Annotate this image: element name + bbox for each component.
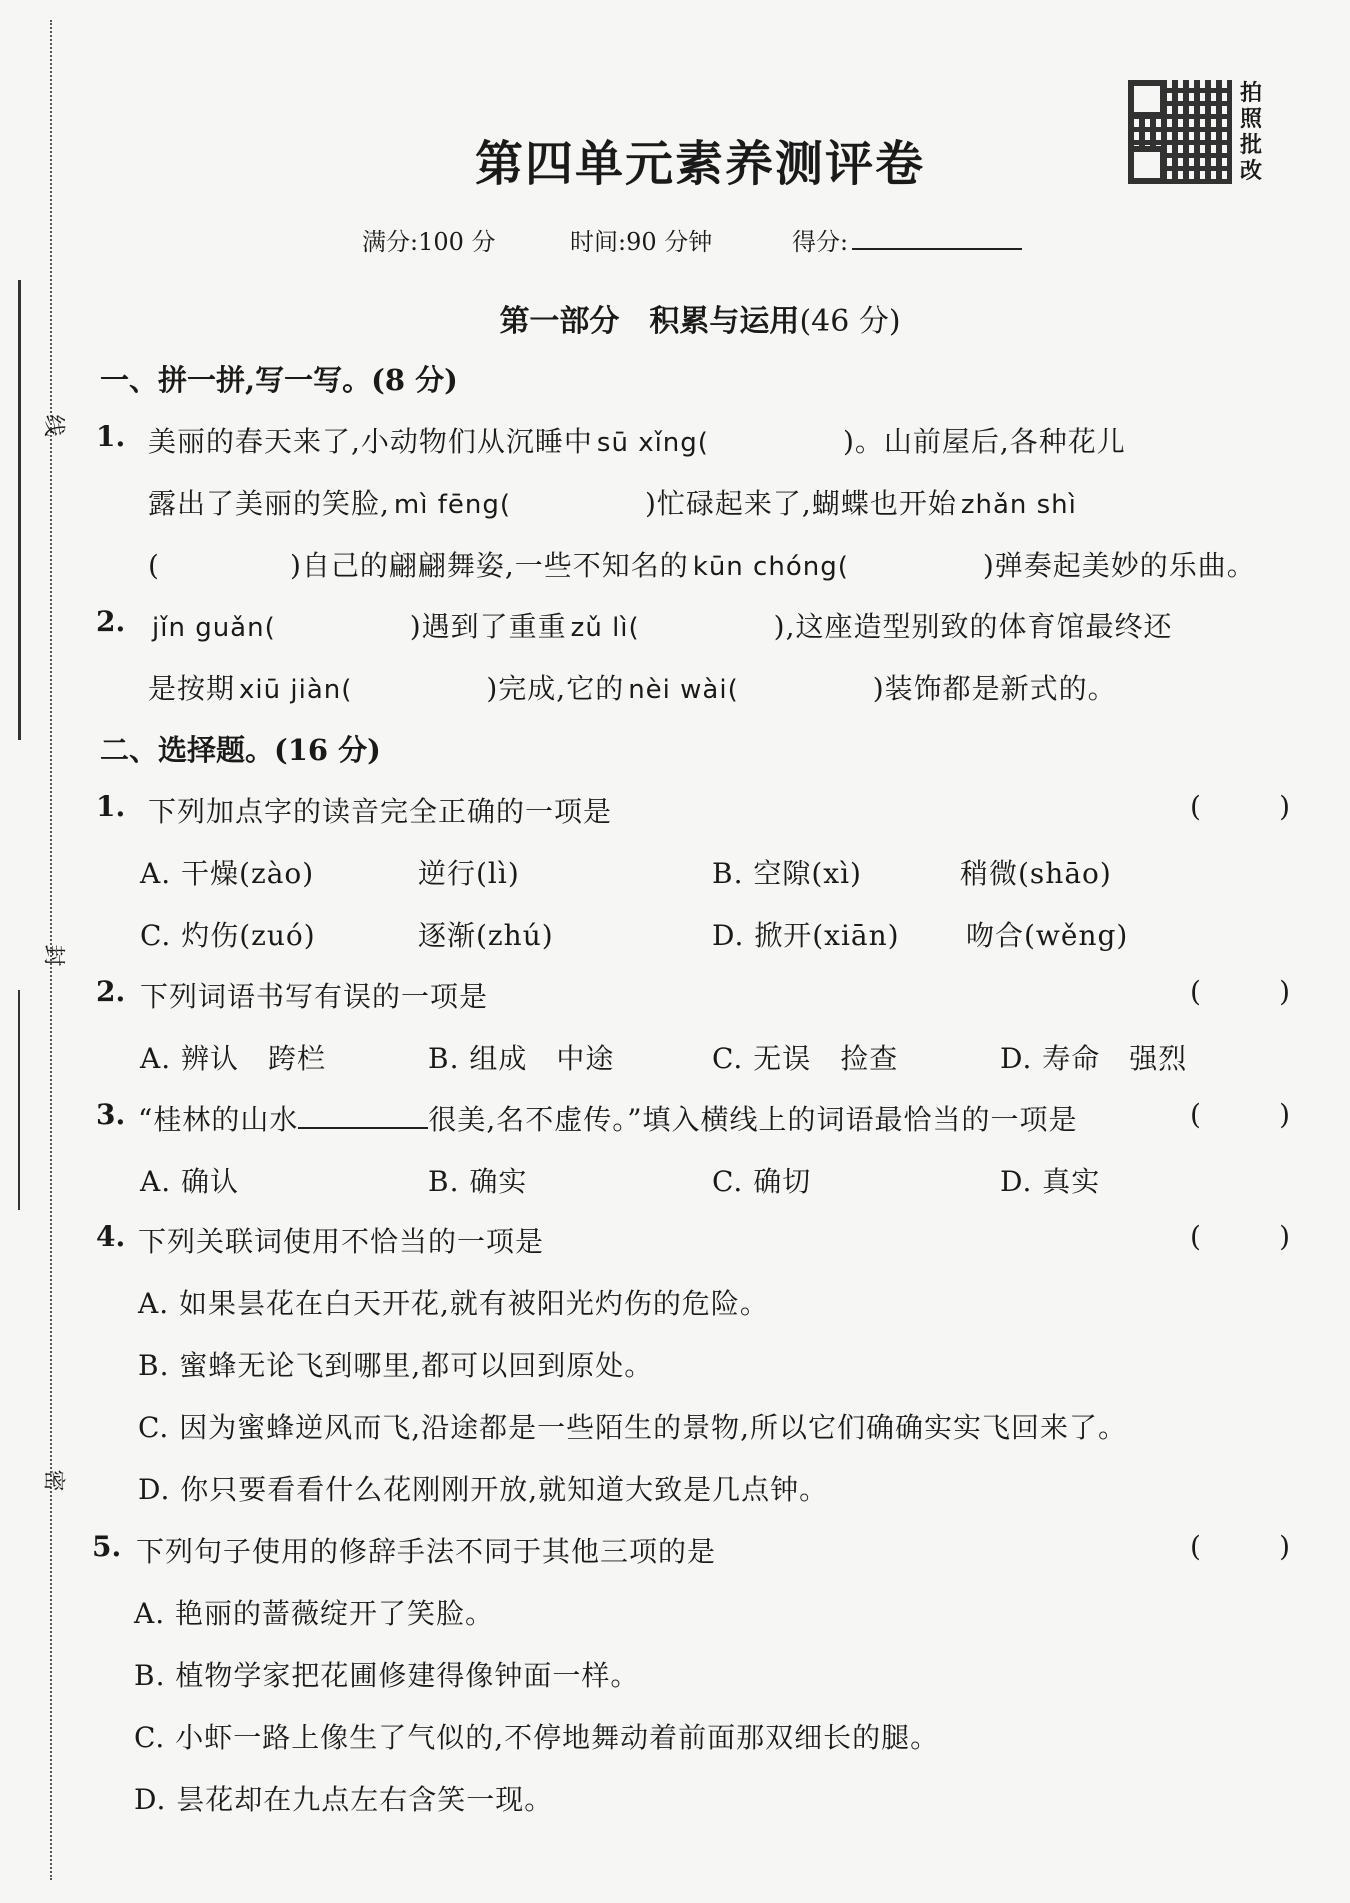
answer-paren[interactable]: ( ) — [1190, 790, 1290, 823]
option-c-word-2: 逐渐(zhú) — [418, 919, 554, 952]
q2-number: 2. — [96, 605, 126, 638]
answer-paren[interactable]: ( ) — [1190, 975, 1290, 1008]
mc-q4-number: 4. — [96, 1220, 126, 1253]
option-a-word-2: 逆行(lì) — [418, 857, 520, 890]
option-b-word-2: 稍微(shāo) — [960, 857, 1112, 890]
option-d[interactable]: D. 寿命 强烈 — [1000, 1042, 1188, 1075]
option-a[interactable]: A. 确认 — [140, 1165, 240, 1198]
mc-q2-number: 2. — [96, 975, 126, 1008]
option-a[interactable]: A. 干燥(zào) — [140, 857, 315, 890]
answer-paren[interactable]: ( ) — [1190, 1098, 1290, 1131]
option-c[interactable]: C. 小虾一路上像生了气似的,不停地舞动着前面那双细长的腿。 — [134, 1721, 940, 1754]
margin-label-xian: 线 — [40, 414, 66, 437]
q1-line-2: 露出了美丽的笑脸, mì fēng( )忙碌起来了,蝴蝶也开始 zhǎn shì — [148, 487, 1077, 520]
section-2-title: 二、选择题。(16 分) — [100, 733, 381, 767]
mc-q1-number: 1. — [96, 790, 126, 823]
binding-bar — [18, 990, 20, 1210]
option-d-word-2: 吻合(wěng) — [966, 919, 1129, 952]
option-a[interactable]: A. 艳丽的蔷薇绽开了笑脸。 — [134, 1597, 495, 1630]
option-d[interactable]: D. 昙花却在九点左右含笑一现。 — [134, 1783, 554, 1816]
option-a[interactable]: A. 辨认 跨栏 — [140, 1042, 327, 1075]
q2-line-2: 是按期 xiū jiàn( )完成,它的 nèi wài( )装饰都是新式的。 — [148, 672, 1117, 705]
option-a[interactable]: A. 如果昙花在白天开花,就有被阳光灼伤的危险。 — [138, 1287, 769, 1320]
score-label: 得分: — [792, 228, 849, 256]
score-field[interactable] — [792, 222, 1022, 257]
part-heading: 第一部分 积累与运用(46 分) — [499, 304, 901, 339]
score-blank[interactable] — [852, 228, 1022, 250]
margin-label-feng: 封 — [40, 944, 66, 967]
option-c[interactable]: C. 因为蜜蜂逆风而飞,沿途都是一些陌生的景物,所以它们确确实实飞回来了。 — [138, 1411, 1128, 1444]
option-c[interactable]: C. 确切 — [712, 1165, 812, 1198]
option-b[interactable]: B. 蜜蜂无论飞到哪里,都可以回到原处。 — [138, 1349, 654, 1382]
binding-bar — [18, 280, 21, 740]
mc-q3-stem: “桂林的山水 很美,名不虚传。”填入横线上的词语最恰当的一项是 — [138, 1103, 1078, 1136]
q2-line-1: jǐn guǎn( )遇到了重重 zǔ lì( ),这座造型别致的体育馆最终还 — [152, 610, 1173, 643]
option-b[interactable]: B. 植物学家把花圃修建得像钟面一样。 — [134, 1659, 640, 1692]
option-b[interactable]: B. 空隙(xì) — [712, 857, 862, 890]
page-title: 第四单元素养测评卷 — [474, 136, 925, 192]
option-b[interactable]: B. 确实 — [428, 1165, 528, 1198]
q1-number: 1. — [96, 420, 126, 453]
q1-line-1: 美丽的春天来了,小动物们从沉睡中 sū xǐng( )。山前屋后,各种花儿 — [148, 425, 1126, 458]
mc-q4-stem: 下列关联词使用不恰当的一项是 — [138, 1225, 545, 1258]
option-b[interactable]: B. 组成 中途 — [428, 1042, 615, 1075]
mc-q1-stem: 下列加点字的读音完全正确的一项是 — [148, 795, 613, 828]
option-c[interactable]: C. 无误 捡查 — [712, 1042, 899, 1075]
answer-paren[interactable]: ( ) — [1190, 1220, 1290, 1253]
section-1-title: 一、拼一拼,写一写。(8 分) — [100, 363, 458, 397]
answer-paren[interactable]: ( ) — [1190, 1530, 1290, 1563]
margin-label-mi: 密 — [40, 1469, 66, 1492]
mc-q5-stem: 下列句子使用的修辞手法不同于其他三项的是 — [136, 1535, 717, 1568]
mc-q5-number: 5. — [92, 1530, 122, 1563]
qr-label: 拍照批改 — [1240, 80, 1263, 184]
fill-blank[interactable] — [298, 1105, 428, 1129]
option-d[interactable]: D. 你只要看看什么花刚刚开放,就知道大致是几点钟。 — [138, 1473, 829, 1506]
full-score: 满分:100 分 — [362, 228, 496, 256]
mc-q3-number: 3. — [96, 1098, 126, 1131]
mc-q2-stem: 下列词语书写有误的一项是 — [140, 980, 489, 1013]
q1-line-3: ( )自己的翩翩舞姿,一些不知名的 kūn chóng( )弹奏起美妙的乐曲。 — [148, 549, 1256, 582]
option-d[interactable]: D. 真实 — [1000, 1165, 1101, 1198]
option-d[interactable]: D. 掀开(xiān) — [712, 919, 900, 952]
option-c[interactable]: C. 灼伤(zuó) — [140, 919, 316, 952]
time-limit: 时间:90 分钟 — [570, 228, 713, 256]
